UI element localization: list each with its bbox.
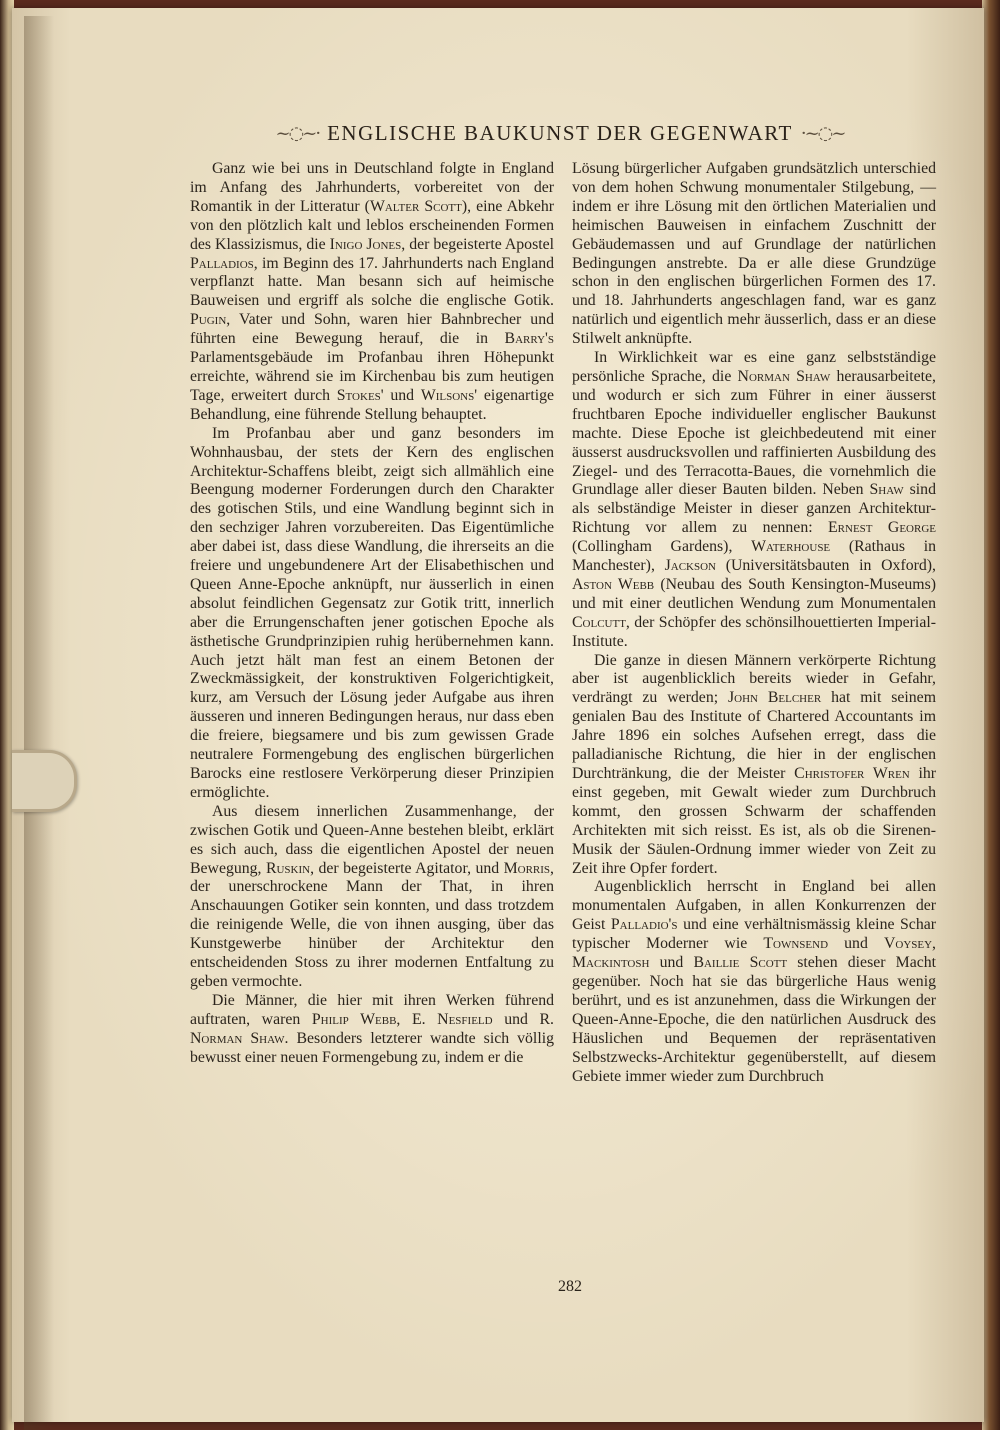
person-name: Philip Webb: [311, 1010, 397, 1028]
person-name: Norman Shaw: [190, 1029, 285, 1047]
person-name: Norman Shaw: [737, 367, 831, 385]
person-name: Townsend: [763, 935, 829, 953]
person-name: Pugin: [190, 311, 227, 329]
paper-clip-bookmark: [12, 750, 77, 812]
person-name: Colcutt: [572, 613, 626, 631]
person-name: Nesfield: [437, 1010, 493, 1028]
person-name: Ernest George: [828, 519, 936, 537]
person-name: Wilsons': [420, 386, 478, 404]
ornament-left-icon: ~◌~·: [275, 122, 320, 144]
running-header-title: ENGLISCHE BAUKUNST DER GEGENWART: [327, 120, 793, 145]
book-cover-edge: [982, 0, 1000, 1430]
person-name: Palladios: [190, 254, 254, 272]
person-name: Mackintosh: [572, 954, 650, 972]
paragraph: Im Profanbau aber und ganz besonders im Wohnhausbau, der stets der Kern des englischen Architektur-Schaffens bleibt, zeigt sich allmählich eine Beengung moderner Forderungen durch den Charakter des gotischen Stils, und eine Wandlung beginnt sich in den sechziger Jahren vorzubereiten. Das Eigentümliche aber dabei ist, dass diese Wandlung, die ihrerseits an die freiere und ungebundenere Art der Elisabethischen und Queen Anne-Epoche anknüpft, nur äusserlich in einen absolut feindlichen Gegensatz zur Gotik tritt, innerlich aber die Errungenschaften jener gotischen Epoche als ästhetische Grundprinzipien ruhig herübernehmen kann. Auch jetzt hält man fest an einem Betonen der Zweckmässigkeit, der konstruktiven Folgerichtigkeit, kurz, am Versuch der Lösung jeder Aufgabe aus ihren äusseren und inneren Bedingungen heraus, nur dass eben die freiere, biegsamere und bis zum gewissen Grade neutralere Formengebung des englischen bürgerlichen Barocks eine restlosere Verkörperung dieser Prinzipien ermöglichte.: [190, 424, 554, 801]
paragraph: In Wirklichkeit war es eine ganz selbstständige persönliche Sprache, die Norman Shaw herausarbeitete, und wodurch er sich zum Führer in einer äusserst fruchtbaren Epoche individueller englischer Baukunst machte. Diese Epoche ist gleichbedeutend mit einer äusserst ausdrucksvollen und raffinierten Ausbildung des Ziegel- und des Terracotta-Baues, die vornehmlich die Grundlage aller dieser Bauten bilden. Neben Shaw sind als selbständige Meister in dieser ganzen Architektur-Richtung vor allem zu nennen: Ernest George (Collingham Gardens), Waterhouse (Rathaus in Manchester), Jackson (Universitätsbauten in Oxford), Aston Webb (Neubau des South Kensington-Museums) und mit einer deutlichen Wendung zum Monumentalen Colcutt, der Schöpfer des schönsilhouettierten Imperial-Institute.: [572, 349, 937, 650]
person-name: Voysey: [883, 935, 933, 953]
person-name: Palladio's: [610, 916, 678, 934]
person-name: Aston Webb: [572, 575, 655, 593]
person-name: Christofer Wren: [794, 765, 910, 782]
person-name: Waterhouse: [751, 538, 831, 556]
left-text-column: [190, 160, 554, 1068]
person-name: John Belcher: [728, 689, 822, 707]
person-name: Jackson: [664, 557, 717, 575]
person-name: Walter Scott: [369, 197, 462, 215]
person-name: Ruskin: [265, 859, 311, 877]
ornament-right-icon: ·~◌~: [800, 122, 845, 144]
person-name: Morris: [503, 859, 551, 877]
person-name: Baillie Scott: [693, 954, 788, 972]
paragraph: Ganz wie bei uns in Deutschland folgte in England im Anfang des Jahrhunderts, vorbereitet von der Romantik in der Litteratur (Walter Scott), eine Abkehr von den plötzlich kalt und leblos erscheinenden Formen des Klassizismus, die Inigo Jones, der begeisterte Apostel Palladios, im Beginn des 17. Jahrhunderts nach England verpflanzt hatte. Man besann sich auf heimische Bauweisen und ergriff als solche die englische Gotik. Pugin, Vater und Sohn, waren hier Bahnbrecher und führten eine Bewegung herauf, die in Barry's Parlamentsgebäude im Profanbau ihren Höhepunkt erreichte, während sie im Kirchenbau bis zum heutigen Tage, erweitert durch Stokes' und Wilsons' eigenartige Behandlung, eine führende Stellung behauptet.: [190, 160, 555, 423]
paragraph: Die Männer, die hier mit ihren Werken führend auftraten, waren Philip Webb, E. Nesfield und R. Norman Shaw. Besonders letzterer wandte sich völlig bewusst einer neuen Formengebung zu, indem er die: [190, 991, 554, 1066]
page-number: 282: [558, 1278, 582, 1295]
right-text-column: [572, 160, 936, 1086]
running-header: [250, 118, 870, 148]
paragraph: Lösung bürgerlicher Aufgaben grundsätzlich unterschied von dem hohen Schwung monumentaler Stilgebung, — indem er ihre Lösung mit den örtlichen Materialien und heimischen Bauweisen in einfachem Zuschnitt der Gebäudemassen und auf Grundlage der natürlichen Bedingungen anstrebte. Da er alle diese Grundzüge schon in den englischen bürgerlichen Formen des 17. und 18. Jahrhunderts angeschlagen fand, war es ganz natürlich und eigentlich mehr äusserlich, dass er an diese Stilwelt anknüpfte.: [572, 160, 936, 348]
person-name: Barry's: [504, 330, 554, 348]
person-name: Inigo Jones: [329, 235, 402, 253]
person-name: Stokes': [336, 386, 384, 404]
spine-shadow: [24, 16, 54, 1430]
paragraph: Aus diesem innerlichen Zusammenhange, der zwischen Gotik und Queen-Anne bestehen bleibt, erklärt es sich auch, dass die eigentlichen Apostel der neuen Bewegung, Ruskin, der begeisterte Agitator, und Morris, der unerschrockene Mann der That, in ihren Anschauungen Gotiker sein konnten, und dass trotzdem die reinigende Welle, die von ihnen ausging, über das Kunstgewerbe hinüber der Architektur den entscheidenden Stoss zu ihrer modernen Entfaltung zu geben vermochte.: [190, 802, 554, 990]
paragraph: Augenblicklich herrscht in England bei allen monumentalen Aufgaben, in allen Konkurrenzen der Geist Palladio's und eine verhältnismässig kleine Schar typischer Moderner wie Townsend und Voysey, Mackintosh und Baillie Scott stehen dieser Macht gegenüber. Noch hat sie das bürgerliche Haus wenig berührt, und es ist anzunehmen, dass die Wirkungen der Queen-Anne-Epoche, die den natürlichen Ausdruck des Häuslichen und Bequemen der repräsentativen Selbstzwecks-Architektur gegenüberstellt, auf diesem Gebiete immer wieder zum Durchbruch: [572, 878, 937, 1085]
person-name: Shaw: [869, 481, 904, 499]
paragraph: Die ganze in diesen Männern verkörperte Richtung aber ist augenblicklich bereits wieder in Gefahr, verdrängt zu werden; John Belcher hat mit seinem genialen Bau des Institute of Chartered Accountants im Jahre 1896 ein solches Aufsehen erregt, dass die palladianische Richtung, die hier in der englischen Durchtränkung, die der Meister Christofer Wren ihr einst gegeben, mit Gewalt wieder zum Durchbruch kommt, den grossen Schwarm der schaffenden Architekten mit sich reisst. Es ist, als ob die Sirenen-Musik der Säulen-Ordnung immer wieder von Zeit zu Zeit ihre Opfer fordert.: [572, 651, 936, 877]
